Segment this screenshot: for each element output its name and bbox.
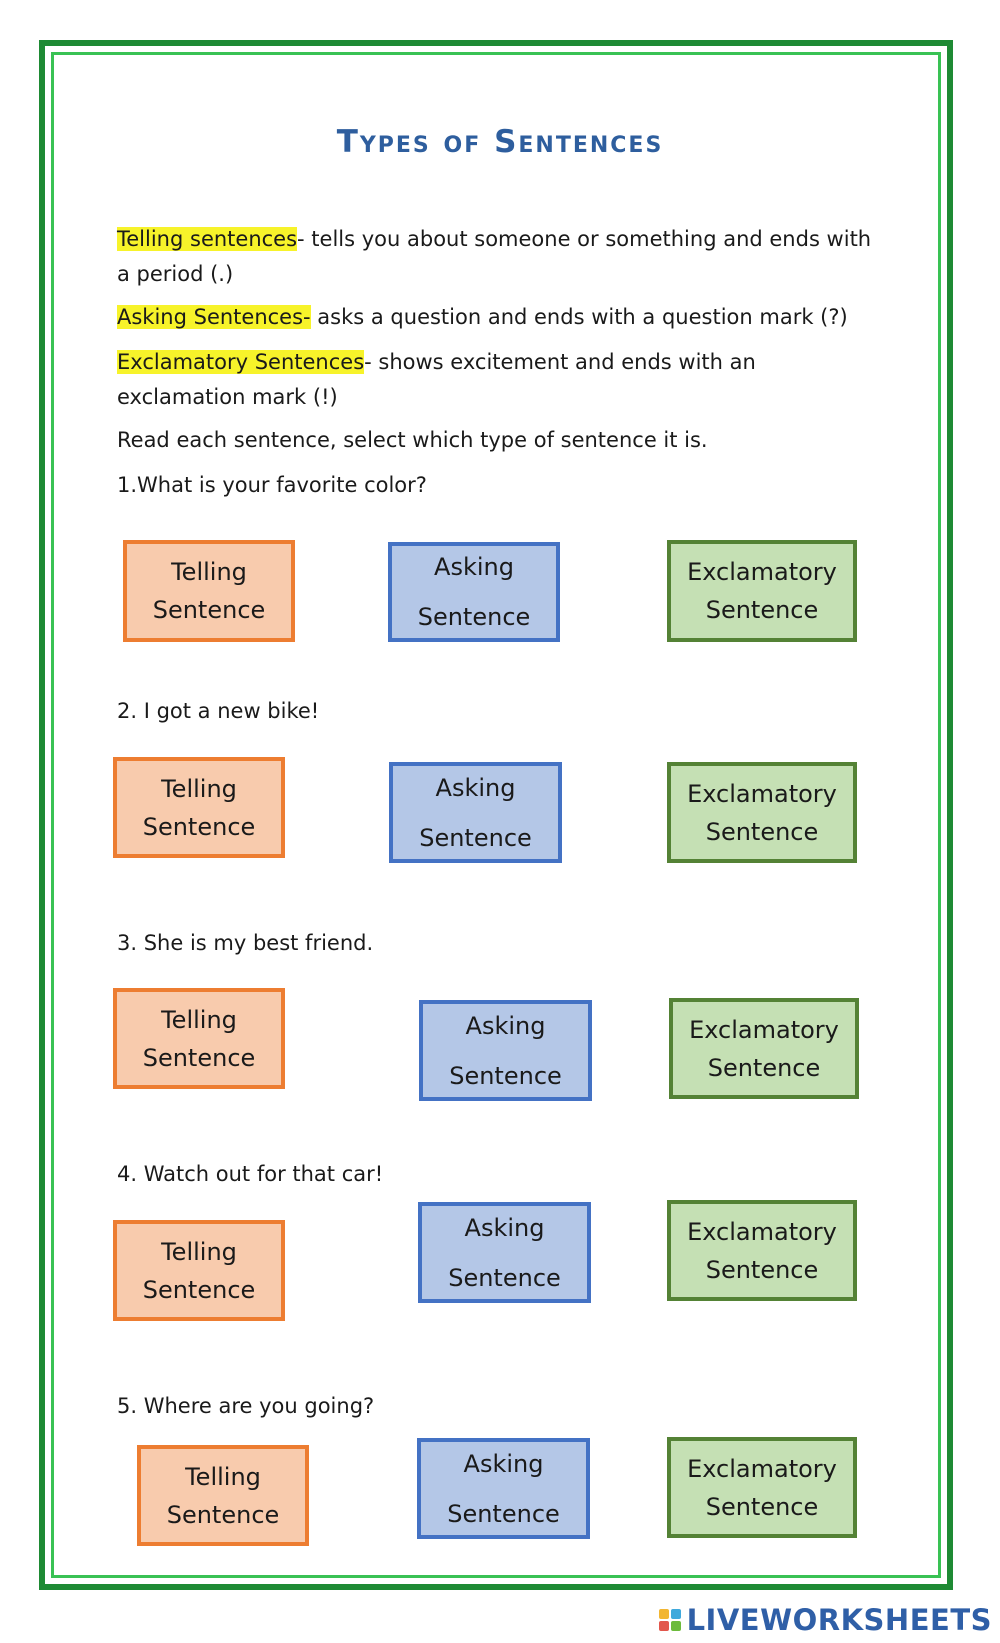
option-label: Sentence	[447, 1499, 560, 1528]
liveworksheets-icon	[659, 1609, 681, 1631]
q2-exclamatory-option[interactable]	[667, 762, 857, 863]
term-telling: Telling sentences	[117, 227, 298, 251]
term-exclamatory: Exclamatory Sentences	[117, 350, 365, 374]
instructions: Read each sentence, select which type of sentence it is.	[117, 428, 708, 452]
option-label: Sentence	[705, 596, 819, 624]
q2-telling-option[interactable]	[113, 757, 285, 858]
brand-name: LIVEWORKSHEETS	[686, 1603, 992, 1637]
option-label: Asking	[434, 553, 514, 581]
option-label: Sentence	[705, 1255, 819, 1284]
question-4: 4. Watch out for that car!	[117, 1162, 384, 1186]
option-label: Sentence	[417, 603, 531, 631]
definition-exclamatory-text-2: exclamation mark (!)	[117, 385, 338, 409]
definition-telling-text-2: a period (.)	[117, 262, 234, 286]
q2-asking-option[interactable]	[389, 762, 562, 863]
option-label: Sentence	[142, 1043, 256, 1072]
q1-telling-option[interactable]	[123, 540, 295, 642]
option-label: Sentence	[166, 1500, 280, 1529]
option-label: Asking	[435, 773, 516, 802]
option-label: Telling	[161, 774, 237, 803]
option-label: Sentence	[705, 1492, 819, 1521]
option-label: Sentence	[142, 1275, 256, 1304]
question-1: 1.What is your favorite color?	[117, 473, 427, 497]
option-label: Asking	[465, 1011, 546, 1040]
option-label: Sentence	[152, 596, 266, 624]
q5-asking-option[interactable]	[417, 1438, 590, 1539]
option-label: Sentence	[449, 1061, 562, 1090]
option-label: Sentence	[142, 812, 256, 841]
option-label: Exclamatory	[689, 1015, 839, 1044]
definition-exclamatory-text: - shows excitement and ends with an	[364, 350, 756, 374]
page-title: Types of Sentences	[336, 124, 664, 160]
option-label: Exclamatory	[687, 558, 837, 586]
option-label: Telling	[171, 558, 247, 586]
option-label: Sentence	[705, 817, 819, 846]
term-asking: Asking Sentences-	[117, 305, 311, 329]
q1-asking-option[interactable]	[388, 542, 560, 642]
q1-exclamatory-option[interactable]	[667, 540, 857, 642]
option-label: Exclamatory	[687, 1217, 837, 1246]
q4-telling-option[interactable]	[113, 1220, 285, 1321]
q4-exclamatory-option[interactable]	[667, 1200, 857, 1301]
option-label: Exclamatory	[687, 779, 837, 808]
definition-telling	[117, 222, 877, 292]
option-label: Telling	[185, 1462, 261, 1491]
definition-asking-text: asks a question and ends with a question mark (?)	[310, 305, 848, 329]
q4-asking-option[interactable]	[418, 1202, 591, 1303]
option-label: Sentence	[448, 1263, 561, 1292]
option-label: Asking	[463, 1449, 544, 1478]
definition-telling-text: - tells you about someone or something and ends with	[297, 227, 872, 251]
definition-exclamatory	[117, 345, 877, 415]
q3-telling-option[interactable]	[113, 988, 285, 1089]
liveworksheets-logo	[659, 1600, 992, 1640]
question-3: 3. She is my best friend.	[117, 931, 374, 955]
option-label: Asking	[464, 1213, 545, 1242]
q3-asking-option[interactable]	[419, 1000, 592, 1101]
option-label: Exclamatory	[687, 1454, 837, 1483]
question-5: 5. Where are you going?	[117, 1394, 375, 1418]
q5-telling-option[interactable]	[137, 1445, 309, 1546]
option-label: Sentence	[419, 823, 532, 852]
q5-exclamatory-option[interactable]	[667, 1437, 857, 1538]
question-2: 2. I got a new bike!	[117, 699, 320, 723]
option-label: Telling	[161, 1237, 237, 1266]
definition-asking	[117, 300, 877, 335]
q3-exclamatory-option[interactable]	[669, 998, 859, 1099]
option-label: Telling	[161, 1005, 237, 1034]
option-label: Sentence	[707, 1053, 821, 1082]
